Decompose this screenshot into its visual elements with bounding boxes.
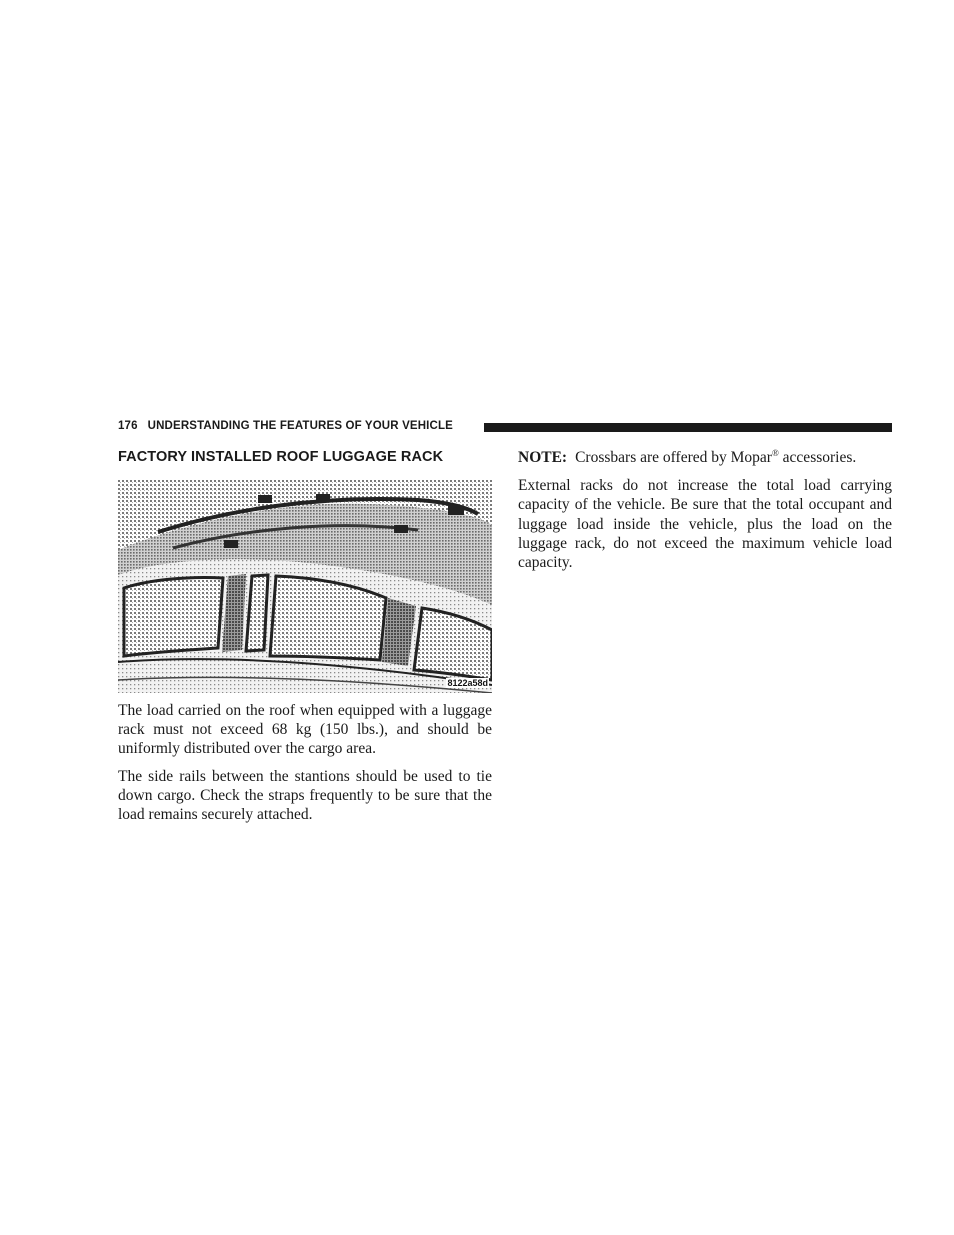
header-rule-bar	[484, 423, 892, 432]
right-column	[518, 448, 892, 572]
body-paragraph-external-racks: External racks do not increase the total load carrying capacity of the vehicle. Be sure that the total occupant and luggage load inside the vehicle, plus the load on the luggage rack, do not exceed the maximum vehicle load capacity.	[518, 477, 892, 572]
roof-rack-figure	[118, 480, 492, 693]
page-header	[118, 419, 892, 436]
roof-luggage-rack-illustration	[118, 480, 492, 693]
note-paragraph	[518, 448, 892, 467]
page-number: 176	[118, 420, 138, 432]
section-title: FACTORY INSTALLED ROOF LUGGAGE RACK	[118, 449, 444, 465]
body-paragraph-side-rails: The side rails between the stantions should be used to tie down cargo. Check the straps frequently to be sure that the load remains securely attached.	[118, 767, 492, 824]
registered-trademark: ®	[771, 447, 779, 458]
body-paragraph-load-limit: The load carried on the roof when equipped with a luggage rack must not exceed 68 kg (150 lbs.), and should be uniformly distributed over the cargo area.	[118, 702, 492, 758]
note-text: Crossbars are offered by Mopar	[575, 449, 772, 466]
note-label: NOTE:	[518, 449, 568, 466]
header-text	[118, 420, 453, 432]
note-text-end: accessories.	[778, 449, 857, 466]
running-section-title: UNDERSTANDING THE FEATURES OF YOUR VEHICLE	[147, 420, 453, 432]
figure-code: 8122a58d	[447, 678, 488, 688]
left-column	[118, 448, 492, 824]
